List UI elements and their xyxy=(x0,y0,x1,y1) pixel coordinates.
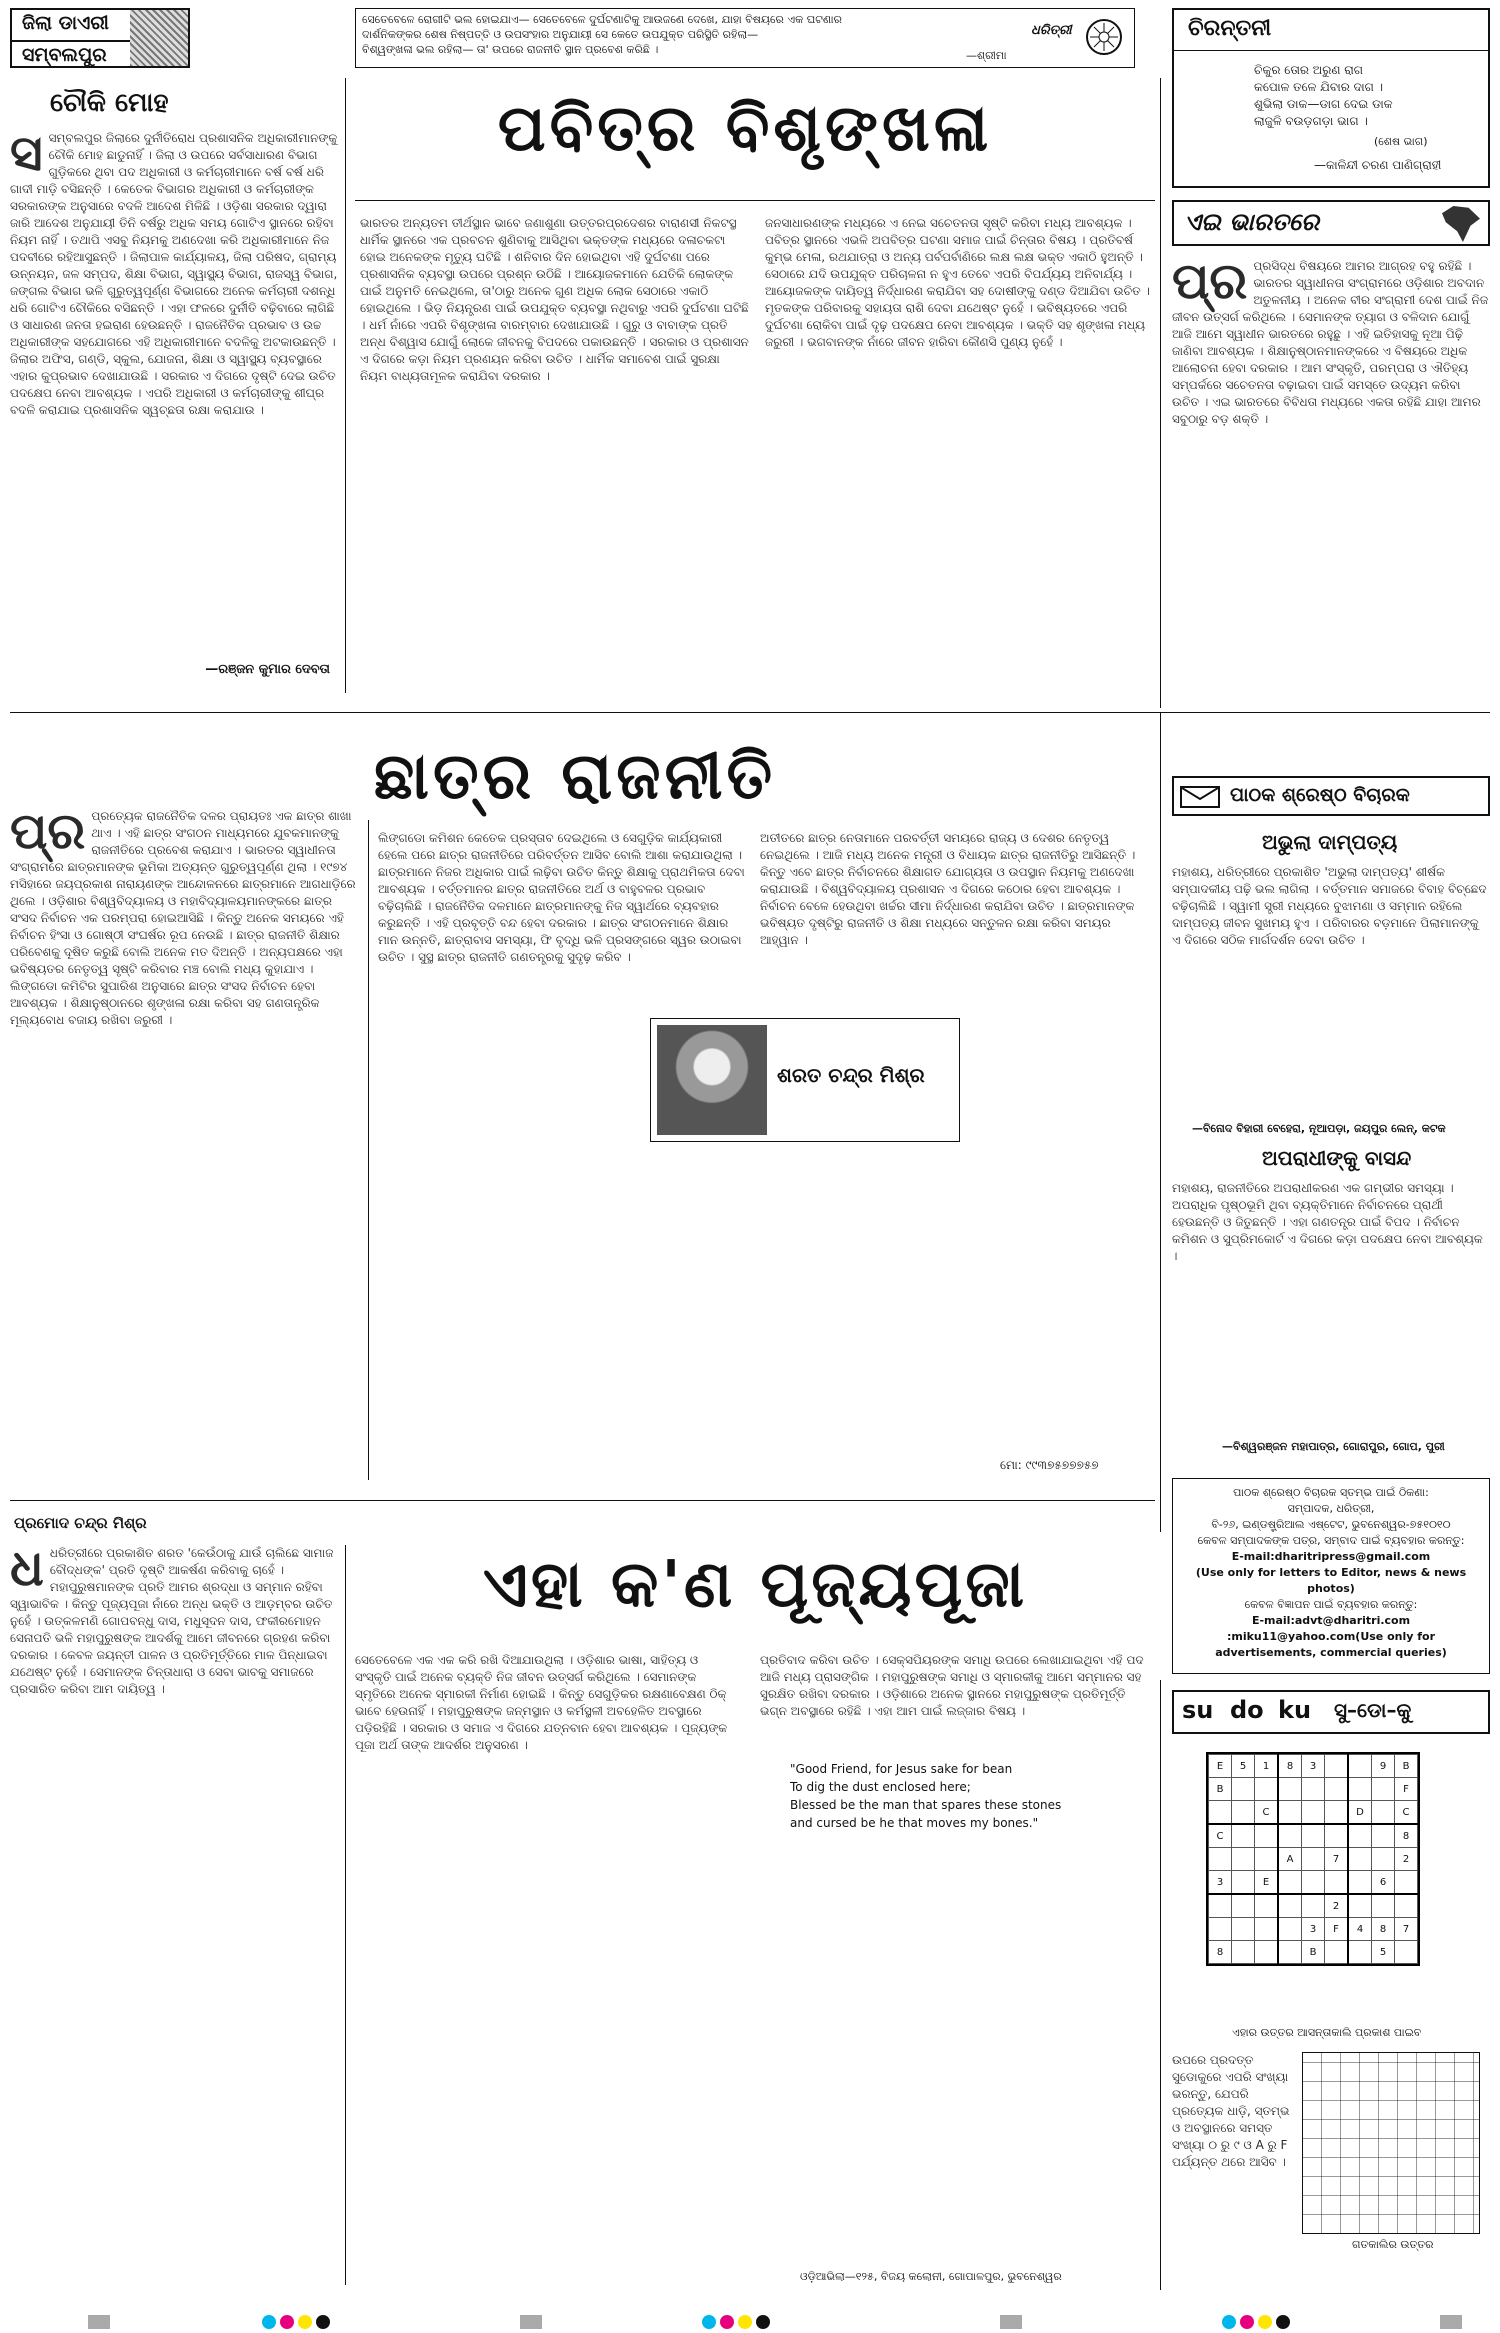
reader-banner xyxy=(1172,776,1490,816)
sudoku-title-c: ku xyxy=(1278,1696,1312,1724)
sudoku-header xyxy=(1172,1690,1490,1734)
lead3-col-c xyxy=(760,1652,1150,2292)
sudoku-cell[interactable]: D xyxy=(1348,1801,1372,1825)
sudoku-row xyxy=(1209,1941,1418,1964)
wheel-icon xyxy=(1086,19,1122,55)
contact-note: (Use only for letters to Editor, news & news photos) xyxy=(1195,1566,1467,1595)
sudoku-title-or: ସୁ–ଡୋ–କୁ xyxy=(1334,1698,1412,1722)
quote-line: ବିଶ୍ୱଙ୍ଖଳା ଭଲ ରହିଲା— ତା' ଉପରେ ରାଜନୀତି ସ୍ଥାନ ପ୍ରବେଶ କରିଛି । xyxy=(362,43,659,56)
drop-cap: ଧ xyxy=(10,1545,44,1597)
sudoku-cell[interactable] xyxy=(1278,1941,1302,1964)
lead3-text-b: ସେତେବେଳେ ଏକ ଏକ କରି ରଖି ଦିଆଯାଉଥିଲା । ଓଡ଼ିଶାର ଭାଷା, ସାହିତ୍ୟ ଓ ସଂସ୍କୃତି ପାଇଁ ଅନେକ ବ୍ୟକ୍ତି ନିଜ ଜୀବନ ଉତ୍ସର୍ଗ କରିଥିଲେ । ସେମାନଙ୍କ ସ୍ମୃତିରେ ଅନେକ ସ୍ମାରକୀ ନିର୍ମାଣ ହୋଇଛି । କିନ୍ତୁ ସେଗୁଡ଼ିକର ରକ୍ଷଣାବେକ୍ଷଣ ଠିକ୍ ଭାବେ ହେଉନାହିଁ । ମହାପୁରୁଷଙ୍କ ଜନ୍ମସ୍ଥାନ ଓ କର୍ମସ୍ଥଳୀ ଅବହେଳିତ ଅବସ୍ଥାରେ ପଡ଼ିରହିଛି । ସରକାର ଓ ସମାଜ ଏ ଦିଗରେ ଯତ୍ନବାନ ହେବା ଆବଶ୍ୟକ । ପୂଜ୍ୟଙ୍କ ପୂଜା ଅର୍ଥ ତାଙ୍କ ଆଦର୍ଶର ଅନୁସରଣ । xyxy=(355,1653,728,1752)
sudoku-cell[interactable]: F xyxy=(1325,1918,1349,1941)
sudoku-cell[interactable] xyxy=(1302,1824,1325,1848)
poem-line: କପୋଳ ତଳେ ଯିବାର ଦାଗ । xyxy=(1254,80,1384,94)
sudoku-cell[interactable] xyxy=(1232,1778,1255,1801)
sudoku-cell[interactable] xyxy=(1348,1778,1372,1801)
reader-judge-box xyxy=(1172,776,1490,1466)
poem-author: —କାଳିନ୍ଦୀ ଚରଣ ପାଣିଗ୍ରାହୀ xyxy=(1314,158,1442,172)
lead2-text-a: ପ୍ରତ୍ୟେକ ରାଜନୈତିକ ଦଳର ପ୍ରାୟତଃ ଏକ ଛାତ୍ର ଶାଖା ଥାଏ । ଏହି ଛାତ୍ର ସଂଗଠନ ମାଧ୍ୟମରେ ଯୁବକମାନଙ୍କୁ ରାଜନୀତିରେ ପ୍ରବେଶ କରାଯାଏ । ଭାରତର ସ୍ୱାଧୀନତା ସଂଗ୍ରାମରେ ଛାତ୍ରମାନଙ୍କ ଭୂମିକା ଅତ୍ୟନ୍ତ ଗୁରୁତ୍ୱପୂର୍ଣ୍ଣ ଥିଲା । ୧୯୭୪ ମସିହାରେ ଜୟପ୍ରକାଶ ନାରାୟଣଙ୍କ ଆନ୍ଦୋଳନରେ ଛାତ୍ରମାନେ ଆଗଧାଡ଼ିରେ ଥିଲେ । ଓଡ଼ିଶାର ବିଶ୍ୱବିଦ୍ୟାଳୟ ଓ ମହାବିଦ୍ୟାଳୟମାନଙ୍କରେ ଛାତ୍ର ସଂସଦ ନିର୍ବାଚନ ଏକ ପରମ୍ପରା ହୋଇଆସିଛି । କିନ୍ତୁ ଅନେକ ସମୟରେ ଏହି ନିର୍ବାଚନ ହିଂସା ଓ ଗୋଷ୍ଠୀ ସଂଘର୍ଷର ରୂପ ନେଉଛି । ଛାତ୍ର ରାଜନୀତି ଶିକ୍ଷାର ପରିବେଶକୁ ଦୂଷିତ କରୁଛି ବୋଲି ଅନେକ ମତ ଦିଅନ୍ତି । ଅନ୍ୟପକ୍ଷରେ ଏହା ଭବିଷ୍ୟତର ନେତୃତ୍ୱ ସୃଷ୍ଟି କରିବାର ମଞ୍ଚ ବୋଲି ମଧ୍ୟ କୁହାଯାଏ । ଲିଙ୍ଗଡୋ କମିଟିର ସୁପାରିଶ ଅନୁସାରେ ଛାତ୍ର ସଂସଦ ନିର୍ବାଚନ ହେବା ଆବଶ୍ୟକ । ଶିକ୍ଷାନୁଷ୍ଠାନରେ ଶୃଙ୍ଖଳା ରକ୍ଷା କରିବା ସହ ଗଣତାନ୍ତ୍ରିକ ମୂଲ୍ୟବୋଧ ବଜାୟ ରଖିବା ଜରୁରୀ । xyxy=(10,809,356,1027)
sudoku-cell[interactable]: C xyxy=(1255,1801,1279,1825)
sudoku-caption: ଏହାର ଉତ୍ତର ଆସନ୍ତାକାଲି ପ୍ରକାଶ ପାଇବ xyxy=(1232,2026,1422,2039)
sudoku-cell[interactable] xyxy=(1348,1755,1372,1778)
chirantani-title: ଚିରନ୍ତନୀ xyxy=(1188,16,1272,41)
sudoku-cell[interactable]: F xyxy=(1395,1778,1418,1801)
sudoku-rules: ଉପରେ ପ୍ରଦତ୍ତ ସୁଡୋକୁରେ ଏପରି ସଂଖ୍ୟା ଭରନ୍ତୁ, ଯେପରି ପ୍ରତ୍ୟେକ ଧାଡ଼ି, ସ୍ତମ୍ଭ ଓ ଅବସ୍ଥାନରେ ସମସ୍ତ ସଂଖ୍ୟା ୦ ରୁ ୯ ଓ A ରୁ F ପର୍ଯ୍ୟନ୍ତ ଥରେ ଆସିବ । xyxy=(1172,2053,1290,2169)
english-quote-line: and cursed be he that moves my bones." xyxy=(790,1816,1039,1830)
sudoku-cell[interactable]: B xyxy=(1302,1941,1325,1964)
sudoku-cell[interactable] xyxy=(1302,1778,1325,1801)
sudoku-cell[interactable] xyxy=(1278,1871,1302,1895)
sudoku-cell[interactable] xyxy=(1209,1801,1232,1825)
sudoku-cell[interactable]: 2 xyxy=(1325,1894,1349,1918)
sudoku-cell[interactable] xyxy=(1372,1801,1395,1825)
sudoku-cell[interactable] xyxy=(1302,1801,1325,1825)
print-marks xyxy=(0,2312,1500,2332)
sudoku-cell[interactable] xyxy=(1255,1848,1279,1871)
contact-box xyxy=(1172,1478,1490,1674)
poem-note: (ଶେଷ ଭାଗ) xyxy=(1374,135,1428,148)
sudoku-title-a: su xyxy=(1182,1696,1214,1724)
reader-sign2: —ବିଶ୍ୱରଞ୍ଜନ ମହାପାତ୍ର, ଗୋରାପୁର, ଗୋପ, ପୁରୀ xyxy=(1222,1440,1445,1453)
reader-title: ପାଠକ ଶ୍ରେଷ୍ଠ ବିଚାରକ xyxy=(1230,784,1410,806)
reader-body1: ମହାଶୟ, ଧରିତ୍ରୀରେ ପ୍ରକାଶିତ 'ଅଭୁଲା ଦାମ୍ପତ୍ୟ' ଶୀର୍ଷକ ସମ୍ପାଦକୀୟ ପଢ଼ି ଭଲ ଲାଗିଲା । ବର୍ତ୍ତମାନ ସମାଜରେ ବିବାହ ବିଚ୍ଛେଦ ବଢ଼ିଚାଲିଛି । ସ୍ୱାମୀ ସ୍ତ୍ରୀ ମଧ୍ୟରେ ବୁଝାମଣା ଓ ସମ୍ମାନ ରହିଲେ ଦାମ୍ପତ୍ୟ ଜୀବନ ସୁଖମୟ ହୁଏ । ପରିବାରର ବଡ଼ମାନେ ପିଲାମାନଙ୍କୁ ଏ ଦିଗରେ ସଠିକ ମାର୍ଗଦର୍ଶନ ଦେବା ଉଚିତ । xyxy=(1172,865,1487,947)
contact-line: ସମ୍ପାଦକ, ଧରିତ୍ରୀ, xyxy=(1287,1502,1375,1515)
sudoku-cell[interactable] xyxy=(1255,1941,1279,1964)
sudoku-cell[interactable] xyxy=(1372,1778,1395,1801)
sudoku-cell[interactable]: E xyxy=(1209,1755,1232,1778)
quote-line: ଦାର୍ଶନିକଙ୍କର ଶେଷ ନିଷ୍ପତ୍ତି ଓ ଉପସଂହାର ଅନୁଯାୟୀ ସେ କେତେ ଉପଯୁକ୍ତ ପରିସ୍ଥିତି ରହିଲା— xyxy=(362,28,759,41)
contact-line: କେବଳ ସମ୍ପାଦକଙ୍କ ପତ୍ର, ସମ୍ବାଦ ପାଇଁ ବ୍ୟବହାର କରନ୍ତୁ: xyxy=(1197,1534,1465,1547)
poem-line: ଲାଜୁଳି ବଉଡ଼ଗଡ଼ା ଭାଗ । xyxy=(1254,114,1368,128)
contact-line: ବି-୨୬, ଇଣ୍ଡଷ୍ଟ୍ରିଆଲ ଏଷ୍ଟେଟ, ଭୁବନେଶ୍ୱର-୭୫୧୦୧୦ xyxy=(1211,1518,1451,1531)
district-emblem xyxy=(130,10,188,66)
quote-line: ସେତେବେଳେ ରୋଗୀଟି ଭଲ ହୋଇଯାଏ— ସେତେବେଳେ ଦୁର୍ଘଟଣାଟିକୁ ଆଉଜଣେ ଦେଖେ, ଯାହା ବିଷୟରେ ଏକ ଘଟଣାର xyxy=(362,13,843,26)
india-map-icon xyxy=(1442,206,1480,242)
sudoku-cell[interactable] xyxy=(1348,1894,1372,1918)
sudoku-cell[interactable]: B xyxy=(1395,1755,1418,1778)
sudoku-cell[interactable] xyxy=(1232,1824,1255,1848)
sudoku-cell[interactable]: B xyxy=(1209,1778,1232,1801)
contact-line: କେବଳ ବିଜ୍ଞାପନ ପାଇଁ ବ୍ୟବହାର କରନ୍ତୁ: xyxy=(1244,1598,1418,1611)
drop-cap: ପ୍ର xyxy=(1172,258,1248,310)
sudoku-row xyxy=(1209,1918,1418,1941)
sudoku-cell[interactable] xyxy=(1325,1941,1349,1964)
lead2-col-a xyxy=(10,720,360,1490)
column-title: ଚୌକି ମୋହ xyxy=(50,88,169,118)
district-diary-box xyxy=(10,8,190,68)
lead1-col-a xyxy=(360,215,750,695)
sudoku-cell[interactable] xyxy=(1255,1918,1279,1941)
bharat-body: ପ୍ରସିଦ୍ଧ ବିଷୟରେ ଆମର ଆଗ୍ରହ ବହୁ ରହିଛି । ଭାରତର ସ୍ୱାଧୀନତା ସଂଗ୍ରାମରେ ଓଡ଼ିଶାର ଅବଦାନ ଅତୁଳନୀୟ । ଅନେକ ବୀର ସଂଗ୍ରାମୀ ଦେଶ ପାଇଁ ନିଜ ଜୀବନ ଉତ୍ସର୍ଗ କରିଥିଲେ । ସେମାନଙ୍କ ତ୍ୟାଗ ଓ ବଳିଦାନ ଯୋଗୁଁ ଆଜି ଆମେ ସ୍ୱାଧୀନ ଭାରତରେ ରହୁଛୁ । ଏହି ଇତିହାସକୁ ନୂଆ ପିଢ଼ି ଜାଣିବା ଆବଶ୍ୟକ । ଶିକ୍ଷାନୁଷ୍ଠାନମାନଙ୍କରେ ଏ ବିଷୟରେ ଅଧିକ ଆଲୋଚନା ହେବା ଦରକାର । ଆମ ସଂସ୍କୃତି, ପରମ୍ପରା ଓ ଐତିହ୍ୟ ସମ୍ପର୍କରେ ସଚେତନତା ବଢ଼ାଇବା ପାଇଁ ସମସ୍ତେ ଉଦ୍ୟମ କରିବା ଉଚିତ । ଏଇ ଭାରତରେ ବିବିଧତା ମଧ୍ୟରେ ଏକତା ରହିଛି ଯାହା ଆମର ସବୁଠାରୁ ବଡ଼ ଶକ୍ତି । xyxy=(1172,259,1489,426)
sudoku-answer-grid xyxy=(1302,2052,1480,2234)
ei-bharatare-box xyxy=(1172,200,1490,720)
sudoku-cell[interactable]: 8 xyxy=(1209,1941,1232,1964)
sudoku-cell[interactable] xyxy=(1348,1871,1372,1895)
quote-author: —ଶ୍ରୀମା xyxy=(966,49,1007,62)
sudoku-cell[interactable] xyxy=(1325,1871,1349,1895)
lead1-text-a: ଭାରତର ଅନ୍ୟତମ ତୀର୍ଥସ୍ଥାନ ଭାବେ ଜଣାଶୁଣା ଉତ୍ତରପ୍ରଦେଶର ବାରାଣସୀ ନିକଟସ୍ଥ ଧାର୍ମିକ ସ୍ଥାନରେ ଏକ ପ୍ରବଚନ ଶୁଣିବାକୁ ଆସିଥିବା ଭକ୍ତଙ୍କ ମଧ୍ୟରେ ଦଳାଚକଟା ହୋଇ ଅନେକଙ୍କ ମୃତ୍ୟୁ ଘଟିଛି । ଶନିବାର ଦିନ ହୋଇଥିବା ଏହି ଦୁର୍ଘଟଣା ପରେ ପ୍ରଶାସନିକ ବ୍ୟବସ୍ଥା ଉପରେ ପ୍ରଶ୍ନ ଉଠିଛି । ଆୟୋଜକମାନେ ଯେତିକି ଲୋକଙ୍କ ପାଇଁ ଅନୁମତି ନେଇଥିଲେ, ତା'ଠାରୁ ଅନେକ ଗୁଣ ଅଧିକ ଲୋକ ସେଠାରେ ଏକାଠି ହୋଇଥିଲେ । ଭିଡ଼ ନିୟନ୍ତ୍ରଣ ପାଇଁ ଉପଯୁକ୍ତ ବ୍ୟବସ୍ଥା ନଥିବାରୁ ଏପରି ଦୁର୍ଘଟଣା ଘଟିଛି । ଧର୍ମ ନାଁରେ ଏପରି ବିଶୃଙ୍ଖଳା ବାରମ୍ବାର ଦେଖାଯାଉଛି । ଗୁରୁ ଓ ବାବାଙ୍କ ପ୍ରତି ଅନ୍ଧ ବିଶ୍ୱାସ ଯୋଗୁଁ ଲୋକେ ଜୀବନକୁ ବିପଦରେ ପକାଉଛନ୍ତି । ସରକାର ଓ ପ୍ରଶାସନ ଏ ଦିଗରେ କଡ଼ା ନିୟମ ପ୍ରଣୟନ କରିବା ଉଚିତ । ଧାର୍ମିକ ସମାବେଶ ପାଇଁ ସୁରକ୍ଷା ନିୟମ ବାଧ୍ୟତାମୂଳକ କରାଯିବା ଦରକାର । xyxy=(360,216,749,383)
reader-sub2: ଅପରାଧୀଙ୍କୁ ବାସନ୍ଦ xyxy=(1262,1146,1412,1170)
sudoku-grid xyxy=(1208,1754,1418,1964)
sudoku-cell[interactable] xyxy=(1325,1801,1349,1825)
lead3-text-a: ଧରିତ୍ରୀରେ ପ୍ରକାଶିତ ଶରତ 'କେଉଁଠାକୁ ଯାଉଁ ଚାଲିଛେ ସାମାଜ ବୌଦ୍ଧଙ୍କ' ପ୍ରତି ଦୃଷ୍ଟି ଆକର୍ଷଣ କରିବାକୁ ଚାହେଁ । ମହାପୁରୁଷମାନଙ୍କ ପ୍ରତି ଆମର ଶ୍ରଦ୍ଧା ଓ ସମ୍ମାନ ରହିବା ସ୍ୱାଭାବିକ । କିନ୍ତୁ ପୂଜ୍ୟପୂଜା ନାଁରେ ଅନ୍ଧ ଭକ୍ତି ଓ ଆଡ଼ମ୍ବର ଉଚିତ ନୁହେଁ । ଉତ୍କଳମଣି ଗୋପବନ୍ଧୁ ଦାସ, ମଧୁସୂଦନ ଦାସ, ଫକୀରମୋହନ ସେନାପତି ଭଳି ମହାପୁରୁଷଙ୍କ ଆଦର୍ଶକୁ ଆମେ ଜୀବନରେ ଗ୍ରହଣ କରିବା ଦରକାର । କେବଳ ଜୟନ୍ତୀ ପାଳନ ଓ ପ୍ରତିମୂର୍ତ୍ତିରେ ମାଳ ପିନ୍ଧାଇବା ଯଥେଷ୍ଟ ନୁହେଁ । ସେମାନଙ୍କ ଚିନ୍ତାଧାରା ଓ ସେବା ଭାବକୁ ସମାଜରେ ପ୍ରସାରିତ କରିବା ଆମ ଦାୟିତ୍ୱ । xyxy=(10,1546,334,1696)
sudoku-row xyxy=(1209,1894,1418,1918)
lead1-col-b xyxy=(765,215,1155,695)
reader-sign1: —ବିନୋଦ ବିହାରୀ ବେହେରା, ନୂଆପଡ଼ା, ଜୟପୁର ଲେନ୍, କଟକ xyxy=(1192,1122,1446,1135)
reader-sub1: ଅଭୁଲା ଦାମ୍ପତ୍ୟ xyxy=(1262,830,1398,854)
sudoku-row xyxy=(1209,1801,1418,1825)
drop-cap: ସ xyxy=(10,130,43,182)
english-quote-line: To dig the dust enclosed here; xyxy=(790,1780,971,1794)
sudoku-row xyxy=(1209,1871,1418,1895)
sudoku-box xyxy=(1172,1690,1490,2290)
headline-puja: ଏହା କ'ଣ ପୂଜ୍ୟପୂଜା xyxy=(482,1548,1028,1622)
sudoku-cell[interactable]: 3 xyxy=(1302,1918,1325,1941)
column-author: —ରଞ୍ଜନ କୁମାର ଦେବତା xyxy=(205,662,330,677)
sudoku-cell[interactable] xyxy=(1372,1848,1395,1871)
contact-line: ପାଠକ ଶ୍ରେଷ୍ଠ ବିଚାରକ ସ୍ତମ୍ଭ ପାଇଁ ଠିକଣା: xyxy=(1233,1486,1429,1499)
sudoku-cell[interactable]: 8 xyxy=(1395,1824,1418,1848)
lead2-col-b xyxy=(378,830,748,1480)
sudoku-cell[interactable]: 3 xyxy=(1209,1871,1232,1895)
sudoku-cell[interactable]: 1 xyxy=(1255,1755,1279,1778)
lead2-text-b: ଲିଙ୍ଗଡୋ କମିଶନ କେତେକ ପ୍ରସ୍ତାବ ଦେଇଥିଲେ ଓ ସେଗୁଡ଼ିକ କାର୍ଯ୍ୟକାରୀ ହେଲେ ପରେ ଛାତ୍ର ରାଜନୀତିରେ ପରିବର୍ତ୍ତନ ଆସିବ ବୋଲି ଆଶା କରାଯାଉଥିଲା । ଛାତ୍ରମାନେ ନିଜର ଅଧିକାର ପାଇଁ ଲଢ଼ିବା ଉଚିତ କିନ୍ତୁ ଶିକ୍ଷାକୁ ପ୍ରାଥମିକତା ଦେବା ଆବଶ୍ୟକ । ବର୍ତ୍ତମାନର ଛାତ୍ର ରାଜନୀତିରେ ଅର୍ଥ ଓ ବାହୁବଳର ପ୍ରଭାବ ବଢ଼ିଚାଲିଛି । ରାଜନୈତିକ ଦଳମାନେ ଛାତ୍ରମାନଙ୍କୁ ନିଜ ସ୍ୱାର୍ଥରେ ବ୍ୟବହାର କରୁଛନ୍ତି । ଏହି ପ୍ରବୃତ୍ତି ବନ୍ଦ ହେବା ଦରକାର । ଛାତ୍ର ସଂଗଠନମାନେ ଶିକ୍ଷାର ମାନ ଉନ୍ନତି, ଛାତ୍ରାବାସ ସମସ୍ୟା, ଫି ବୃଦ୍ଧି ଭଳି ପ୍ରସଙ୍ଗରେ ସ୍ୱର ଉଠାଇବା ଉଚିତ । ସୁସ୍ଥ ଛାତ୍ର ରାଜନୀତି ଗଣତନ୍ତ୍ରକୁ ସୁଦୃଢ଼ କରିବ । xyxy=(378,831,745,964)
sudoku-cell[interactable] xyxy=(1302,1894,1325,1918)
sudoku-cell[interactable] xyxy=(1209,1848,1232,1871)
sudoku-cell[interactable] xyxy=(1395,1871,1418,1895)
envelope-icon xyxy=(1180,786,1220,808)
quote-box xyxy=(355,8,1135,68)
lead3-author: ପ୍ରମୋଦ ଚନ୍ଦ୍ର ମିଶ୍ର xyxy=(14,1514,147,1532)
sudoku-cell[interactable]: 7 xyxy=(1325,1848,1349,1871)
sudoku-cell[interactable] xyxy=(1325,1824,1349,1848)
author-photo-box xyxy=(650,1018,960,1142)
editor-email[interactable]: E-mail:dharitripress@gmail.com xyxy=(1231,1550,1431,1563)
sudoku-cell[interactable] xyxy=(1278,1824,1302,1848)
lead1-text-b: ଜନସାଧାରଣଙ୍କ ମଧ୍ୟରେ ଏ ନେଇ ସଚେତନତା ସୃଷ୍ଟି କରିବା ମଧ୍ୟ ଆବଶ୍ୟକ । ପବିତ୍ର ସ୍ଥାନରେ ଏଭଳି ଅପବିତ୍ର ଘଟଣା ସମାଜ ପାଇଁ ଚିନ୍ତାର ବିଷୟ । ପ୍ରତିବର୍ଷ କୁମ୍ଭ ମେଳା, ରଥଯାତ୍ରା ଓ ଅନ୍ୟ ପର୍ବପର୍ବାଣିରେ ଲକ୍ଷ ଲକ୍ଷ ଭକ୍ତ ଏକାଠି ହୁଅନ୍ତି । ସେଠାରେ ଯଦି ଉପଯୁକ୍ତ ପରିଚାଳନା ନ ହୁଏ ତେବେ ଏପରି ବିପର୍ଯ୍ୟୟ ଅନିବାର୍ଯ୍ୟ । ଆୟୋଜକଙ୍କ ଦାୟିତ୍ୱ ନିର୍ଦ୍ଧାରଣ କରାଯିବା ସହ ଦୋଷୀଙ୍କୁ ଦଣ୍ଡ ଦିଆଯିବା ଉଚିତ । ମୃତକଙ୍କ ପରିବାରକୁ ସହାୟତା ରାଶି ଦେବା ଯଥେଷ୍ଟ ନୁହେଁ । ଭବିଷ୍ୟତରେ ଏପରି ଦୁର୍ଘଟଣା ରୋକିବା ପାଇଁ ଦୃଢ଼ ପଦକ୍ଷେପ ନେବା ଆବଶ୍ୟକ । ଭକ୍ତି ସହ ଶୃଙ୍ଖଳା ମଧ୍ୟ ଜରୁରୀ । ଭଗବାନଙ୍କ ନାଁରେ ଜୀବନ ହାରିବା କୌଣସି ପୁଣ୍ୟ ନୁହେଁ । xyxy=(765,216,1150,349)
drop-cap: ପ୍ର xyxy=(10,802,86,860)
sudoku-cell[interactable] xyxy=(1372,1824,1395,1848)
poem-line: ଚିକୁର ତୋର ଅରୁଣ ରାଗ xyxy=(1254,63,1363,77)
sudoku-cell[interactable] xyxy=(1278,1801,1302,1825)
sudoku-cell[interactable] xyxy=(1302,1871,1325,1895)
sudoku-cell[interactable] xyxy=(1372,1894,1395,1918)
sudoku-cell[interactable] xyxy=(1232,1918,1255,1941)
sudoku-cell[interactable] xyxy=(1209,1894,1232,1918)
lead3-col-b xyxy=(355,1652,735,2292)
sudoku-cell[interactable] xyxy=(1255,1824,1279,1848)
sudoku-cell[interactable] xyxy=(1278,1894,1302,1918)
sudoku-cell[interactable]: 3 xyxy=(1302,1755,1325,1778)
column-chouki-moha xyxy=(10,78,340,696)
headline-pabitra-bishrunkhala: ପବିତ୍ର ବିଶୃଙ୍ଖଳା xyxy=(497,92,993,166)
sudoku-cell[interactable] xyxy=(1278,1778,1302,1801)
lead3-text-c: ପ୍ରତିବାଦ କରିବା ଉଚିତ । ସେକ୍ସପିୟରଙ୍କ ସମାଧି ଉପରେ ଲେଖାଯାଇଥିବା ଏହି ପଦ ଆଜି ମଧ୍ୟ ପ୍ରାସଙ୍ଗିକ । ମହାପୁରୁଷଙ୍କ ସମାଧି ଓ ସ୍ମାରକୀକୁ ଆମେ ସମ୍ମାନର ସହ ସୁରକ୍ଷିତ ରଖିବା ଦରକାର । ଓଡ଼ିଶାରେ ଅନେକ ସ୍ଥାନରେ ମହାପୁରୁଷଙ୍କ ପ୍ରତିମୂର୍ତ୍ତି ଭଗ୍ନ ଅବସ୍ଥାରେ ରହିଛି । ଏହା ଆମ ପାଇଁ ଲଜ୍ଜାର ବିଷୟ । xyxy=(760,1653,1144,1718)
english-quote-line: "Good Friend, for Jesus sake for bean xyxy=(790,1762,1013,1776)
sudoku-cell[interactable]: C xyxy=(1209,1824,1232,1848)
sudoku-cell[interactable]: A xyxy=(1278,1848,1302,1871)
sudoku-cell[interactable] xyxy=(1302,1848,1325,1871)
sudoku-cell[interactable]: 8 xyxy=(1372,1918,1395,1941)
sudoku-cell[interactable] xyxy=(1325,1755,1349,1778)
sudoku-cell[interactable] xyxy=(1325,1778,1349,1801)
lead2-text-c: ଅତୀତରେ ଛାତ୍ର ନେତାମାନେ ପରବର୍ତ୍ତୀ ସମୟରେ ରାଜ୍ୟ ଓ ଦେଶର ନେତୃତ୍ୱ ନେଇଥିଲେ । ଆଜି ମଧ୍ୟ ଅନେକ ମନ୍ତ୍ରୀ ଓ ବିଧାୟକ ଛାତ୍ର ରାଜନୀତିରୁ ଆସିଛନ୍ତି । କିନ୍ତୁ ଏବେ ଛାତ୍ର ନିର୍ବାଚନରେ ଶିକ୍ଷାଗତ ଯୋଗ୍ୟତା ଓ ଉପସ୍ଥାନ ନିୟମକୁ ଅଣଦେଖା କରାଯାଉଛି । ବିଶ୍ୱବିଦ୍ୟାଳୟ ପ୍ରଶାସନ ଏ ଦିଗରେ କଠୋର ହେବା ଆବଶ୍ୟକ । ନିର୍ବାଚନ ବେଳେ ହେଉଥିବା ଖର୍ଚ୍ଚର ସୀମା ନିର୍ଦ୍ଧାରଣ କରାଯିବା ଉଚିତ । ଛାତ୍ରମାନଙ୍କ ଭବିଷ୍ୟତ ଦୃଷ୍ଟିରୁ ରାଜନୀତି ଓ ଶିକ୍ଷା ମଧ୍ୟରେ ସନ୍ତୁଳନ ରକ୍ଷା କରିବା ସମୟର ଆହ୍ୱାନ । xyxy=(760,831,1136,947)
sudoku-row xyxy=(1209,1848,1418,1871)
author-name: ଶରତ ଚନ୍ଦ୍ର ମିଶ୍ର xyxy=(777,1063,925,1087)
sudoku-title-b: do xyxy=(1230,1696,1264,1724)
sudoku-cell[interactable] xyxy=(1395,1894,1418,1918)
sudoku-cell[interactable]: E xyxy=(1255,1871,1279,1895)
advt-email-alt[interactable]: :miku11@yahoo.com(Use only for xyxy=(1226,1630,1436,1643)
sudoku-row xyxy=(1209,1755,1418,1778)
author-photo xyxy=(657,1025,767,1135)
sudoku-row xyxy=(1209,1778,1418,1801)
reader-body2: ମହାଶୟ, ରାଜନୀତିରେ ଅପରାଧୀକରଣ ଏକ ଗମ୍ଭୀର ସମସ୍ୟା । ଅପରାଧିକ ପୃଷ୍ଠଭୂମି ଥିବା ବ୍ୟକ୍ତିମାନେ ନିର୍ବାଚନରେ ପ୍ରାର୍ଥୀ ହେଉଛନ୍ତି ଓ ଜିତୁଛନ୍ତି । ଏହା ଗଣତନ୍ତ୍ର ପାଇଁ ବିପଦ । ନିର୍ବାଚନ କମିଶନ ଓ ସୁପ୍ରିମକୋର୍ଟ ଏ ଦିଗରେ କଡ଼ା ପଦକ୍ଷେପ ନେବା ଆବଶ୍ୟକ । xyxy=(1172,1181,1483,1263)
sudoku-cell[interactable]: C xyxy=(1395,1801,1418,1825)
sudoku-answer-caption: ଗତକାଲିର ଉତ୍ତର xyxy=(1352,2238,1434,2251)
advt-email[interactable]: E-mail:advt@dharitri.com xyxy=(1251,1614,1411,1627)
ei-bharatare-title: ଏଇ ଭାରତରେ xyxy=(1184,208,1320,236)
sudoku-cell[interactable] xyxy=(1278,1918,1302,1941)
sudoku-cell[interactable] xyxy=(1348,1848,1372,1871)
sudoku-cell[interactable] xyxy=(1232,1848,1255,1871)
district-name: ସମ୍ବଲପୁର xyxy=(22,44,107,66)
sudoku-cell[interactable] xyxy=(1395,1941,1418,1964)
sudoku-cell[interactable] xyxy=(1348,1824,1372,1848)
contact-note: advertisements, commercial queries) xyxy=(1215,1646,1447,1659)
lead3-col-a xyxy=(10,1545,340,2290)
sudoku-cell[interactable]: 2 xyxy=(1395,1848,1418,1871)
author-phone: ମୋ: ୯୯୩୭୫୭୭୭୫୭ xyxy=(1000,1458,1099,1472)
lead3-sign: ଓଡ଼ିଆଭିଲା—୧୨୫, ବିଜୟ କଲୋନୀ, ଗୋପାଳପୁର, ଭୁବନେଶ୍ୱର xyxy=(800,2270,1062,2283)
sudoku-grid-wrap xyxy=(1206,1752,1420,1966)
sudoku-cell[interactable] xyxy=(1255,1894,1279,1918)
headline-chhatra-rajniti: ଛାତ୍ର ରାଜନୀତି xyxy=(373,740,777,814)
sudoku-cell[interactable] xyxy=(1348,1941,1372,1964)
sudoku-cell[interactable]: 4 xyxy=(1348,1918,1372,1941)
sudoku-cell[interactable]: 9 xyxy=(1372,1755,1395,1778)
poem-line: ଶୁଭିଲା ଡାକ—ଡାଗ ଦେଇ ଡାକ xyxy=(1254,97,1393,111)
sudoku-cell[interactable] xyxy=(1209,1918,1232,1941)
sudoku-cell[interactable]: 8 xyxy=(1278,1755,1302,1778)
sudoku-cell[interactable] xyxy=(1232,1894,1255,1918)
chirantani-box xyxy=(1172,8,1490,188)
sudoku-cell[interactable]: 5 xyxy=(1232,1755,1255,1778)
dharitri-logo: ଧରିତ୍ରୀ xyxy=(1031,23,1072,38)
sudoku-cell[interactable] xyxy=(1232,1871,1255,1895)
sudoku-row xyxy=(1209,1824,1418,1848)
column-body: ସମ୍ବଲପୁର ଜିଲାରେ ଦୁର୍ନୀତିରୋଧ ପ୍ରଶାସନିକ ଅଧିକାରୀମାନଙ୍କୁ ଚୌକି ମୋହ ଛାଡୁନାହିଁ । ଜିଲା ଓ ଉପରେ ସର୍ବସାଧାରଣ ବିଭାଗ ଗୁଡ଼ିକରେ ଥିବା ପଦ ଅଧିକାରୀ ଓ କର୍ମଚାରୀମାନେ ବର୍ଷ ବର୍ଷ ଧରି ଗାଦୀ ମାଡ଼ି ବସିଛନ୍ତି । କେତେକ ବିଭାଗର ଅଧିକାରୀ ଓ କର୍ମଚାରୀଙ୍କ ସରକାରଙ୍କ ଅନୁସାରେ ବଦଳି ଆଦେଶ ମିଳିଛି । ଓଡ଼ିଶା ସରକାର ଦ୍ୱାରା ଜାରି ଆଦେଶ ଅନୁଯାୟୀ ତିନି ବର୍ଷରୁ ଅଧିକ ସମୟ ଗୋଟିଏ ସ୍ଥାନରେ ରହିବା ନିୟମ ନାହିଁ । ତଥାପି ଏସବୁ ନିୟମକୁ ଅଣଦେଖା କରି ଅଧିକାରୀମାନେ ନିଜ ପଦବୀରେ ରହିଆସୁଛନ୍ତି । ଜିଲାପାଳ କାର୍ଯ୍ୟାଳୟ, ଜିଲା ପରିଷଦ, ଗ୍ରାମ୍ୟ ଉନ୍ନୟନ, ଜଳ ସମ୍ପଦ, ଶିକ୍ଷା ବିଭାଗ, ସ୍ୱାସ୍ଥ୍ୟ ବିଭାଗ, ରାଜସ୍ୱ ବିଭାଗ, ଜଙ୍ଗଲ ବିଭାଗ ଭଳି ଗୁରୁତ୍ୱପୂର୍ଣ୍ଣ ବିଭାଗରେ ଅନେକ କର୍ମଚାରୀ ଦଶନ୍ଧି ଧରି ଗୋଟିଏ ଚୌକିରେ ବସିଛନ୍ତି । ଏହା ଫଳରେ ଦୁର୍ନୀତି ବଢ଼ିବାରେ ଲାଗିଛି ଓ ସାଧାରଣ ଜନତା ହଇରାଣ ହେଉଛନ୍ତି । ରାଜନୈତିକ ପ୍ରଭାବ ଓ ଉଚ୍ଚ ଅଧିକାରୀଙ୍କ ସହଯୋଗରେ ଏହି ଅଧିକାରୀମାନେ ବଦଳିକୁ ଅଟକାଉଛନ୍ତି । ଜିଲାର ଅଫିସ, ଗଣ୍ଡି, ସ୍କୁଲ, ଯୋଜନା, ଶିକ୍ଷା ଓ ସ୍ୱାସ୍ଥ୍ୟ ବ୍ୟବସ୍ଥାରେ ଏହାର କୁପ୍ରଭାବ ଦେଖାଯାଉଛି । ସରକାର ଏ ଦିଗରେ ଦୃଷ୍ଟି ଦେଇ ଉଚିତ ପଦକ୍ଷେପ ନେବା ଆବଶ୍ୟକ । ଏପରି ଅଧିକାରୀ ଓ କର୍ମଚାରୀଙ୍କୁ ଶୀଘ୍ର ବଦଳି କରାଯାଇ ପ୍ରଶାସନିକ ସ୍ୱଚ୍ଛତା ରକ୍ଷା କରାଯାଉ । xyxy=(10,131,338,417)
sudoku-cell[interactable]: 5 xyxy=(1372,1941,1395,1964)
sudoku-cell[interactable] xyxy=(1232,1801,1255,1825)
ei-bharatare-banner xyxy=(1172,200,1490,246)
sudoku-cell[interactable]: 6 xyxy=(1372,1871,1395,1895)
district-diary-label: ଜିଲା ଡାଏରୀ xyxy=(22,12,109,34)
english-quote-line: Blessed be the man that spares these stones xyxy=(790,1798,1062,1812)
sudoku-cell[interactable] xyxy=(1232,1941,1255,1964)
sudoku-cell[interactable]: 7 xyxy=(1395,1918,1418,1941)
sudoku-cell[interactable] xyxy=(1255,1778,1279,1801)
